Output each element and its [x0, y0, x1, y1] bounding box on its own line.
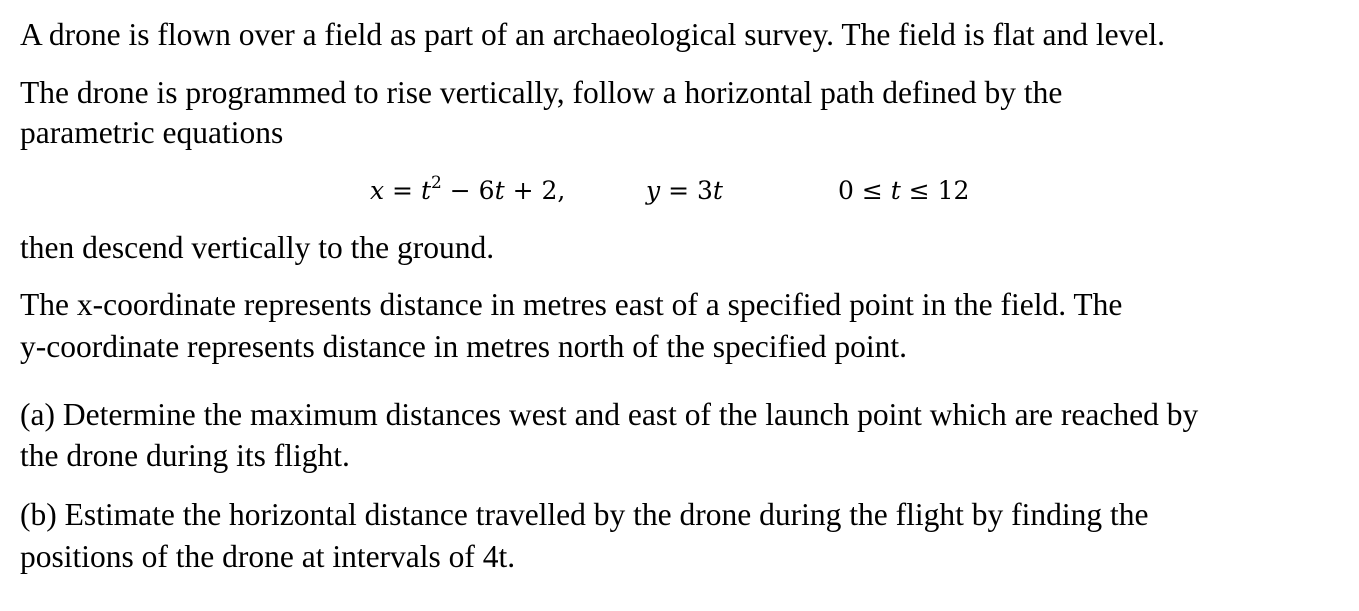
intro-line-2: The drone is programmed to rise vertically, follow a horizontal path defined by the [20, 75, 1063, 110]
part-a-line-2: the drone during its flight. [20, 438, 350, 473]
equation-domain: 0 ≤ t ≤ 12 [838, 176, 970, 205]
part-a-line-1: (a) Determine the maximum distances west and east of the launch point which are reached by [20, 397, 1199, 432]
continuation-line: then descend vertically to the ground. [20, 230, 495, 265]
intro-line-1: A drone is flown over a field as part of an archaeological survey. The field is flat and level. [20, 17, 1165, 52]
part-b-line-1: (b) Estimate the horizontal distance travelled by the drone during the flight by finding the [20, 497, 1149, 532]
equation-x: $x = t^2 - 6t + 2$, [370, 173, 566, 205]
coordinates-line-2: y-coordinate represents distance in metres north of the specified point. [20, 329, 907, 364]
part-b-line-2: positions of the drone at intervals of 4t. [20, 539, 516, 574]
coordinates-line-1: The x-coordinate represents distance in metres east of a specified point in the field. The [20, 287, 1123, 322]
equation-y: y = 3t [646, 176, 723, 205]
intro-line-3: parametric equations [20, 115, 284, 150]
